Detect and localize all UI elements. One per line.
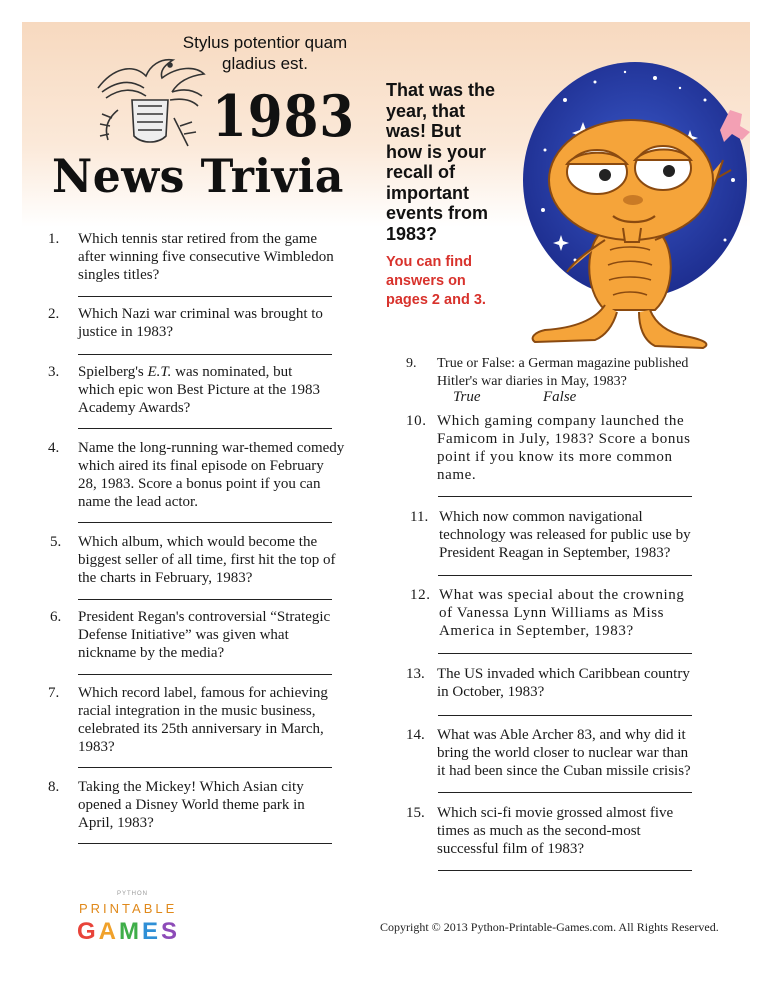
question-number: 1. xyxy=(48,231,60,247)
intro-line: important xyxy=(386,182,469,203)
question-11 xyxy=(410,508,740,562)
question-line: Hitler's war diaries in May, 1983? xyxy=(437,374,627,389)
question-text xyxy=(437,412,691,484)
question-1 xyxy=(48,230,368,284)
answer-line[interactable] xyxy=(78,428,332,429)
false-option[interactable]: False xyxy=(543,389,577,405)
question-line: Spielberg's E.T. was nominated, but xyxy=(78,364,293,380)
et-cartoon-icon xyxy=(505,60,757,350)
intro-line: recall of xyxy=(386,162,456,182)
question-number: 2. xyxy=(48,306,60,322)
answer-line[interactable] xyxy=(438,715,692,716)
question-text xyxy=(78,778,305,832)
question-line: biggest seller of all time, first hit the top of xyxy=(78,552,336,568)
logo-games-text xyxy=(77,918,180,946)
question-line: Which album, which would become the xyxy=(78,534,318,550)
intro-line: events from xyxy=(386,203,489,223)
question-number: 11. xyxy=(410,509,429,525)
page-title: News Trivia xyxy=(52,150,344,204)
question-line: in October, 1983? xyxy=(437,684,545,700)
question-text xyxy=(78,439,344,511)
intro-line: how is your xyxy=(386,141,487,162)
question-line: times as much as the second-most xyxy=(437,823,641,839)
question-line: nickname by the media? xyxy=(78,645,225,661)
logo-letter: G xyxy=(77,918,99,945)
logo-letter: S xyxy=(161,918,181,945)
question-line: What was special about the crowning xyxy=(439,587,685,603)
question-line: 1983? xyxy=(78,739,115,755)
question-line: President Regan's controversial “Strategic xyxy=(78,609,331,625)
question-number: 9. xyxy=(406,356,417,371)
question-14 xyxy=(406,726,746,780)
logo-letter: A xyxy=(98,918,120,945)
question-number: 8. xyxy=(48,779,60,795)
question-number: 6. xyxy=(50,609,62,625)
answer-line[interactable] xyxy=(78,522,332,523)
question-text xyxy=(78,608,330,662)
answer-line[interactable] xyxy=(78,843,332,844)
question-5 xyxy=(50,533,380,587)
question-text xyxy=(78,230,334,284)
intro-text xyxy=(386,80,516,244)
answers-line: You can find xyxy=(386,254,472,270)
answer-line[interactable] xyxy=(78,767,332,768)
question-line: racial integration in the music business, xyxy=(78,703,316,719)
question-line: Academy Awards? xyxy=(78,400,191,416)
question-3 xyxy=(48,363,368,417)
question-7 xyxy=(48,684,378,756)
question-line: successful film of 1983? xyxy=(437,841,585,857)
intro-line: year, that xyxy=(386,100,466,121)
question-10 xyxy=(406,412,746,484)
question-line: 28, 1983. Score a bonus point if you can xyxy=(78,476,321,492)
question-line: which epic won Best Picture at the 1983 xyxy=(78,382,321,398)
answer-line[interactable] xyxy=(78,599,332,600)
intro-line: That was the xyxy=(386,80,496,100)
question-line: singles titles? xyxy=(78,267,160,283)
question-line: justice in 1983? xyxy=(78,324,173,340)
question-text xyxy=(439,508,691,562)
question-line: after winning five consecutive Wimbledon xyxy=(78,249,334,265)
answer-line[interactable] xyxy=(438,575,692,576)
question-2 xyxy=(48,305,368,341)
question-line: What was Able Archer 83, and why did it xyxy=(437,727,686,743)
question-line: Taking the Mickey! Which Asian city xyxy=(78,779,304,795)
year-heading: 1983 xyxy=(212,82,356,150)
question-number: 4. xyxy=(48,440,60,456)
answers-note xyxy=(386,253,516,310)
true-option[interactable]: True xyxy=(453,389,481,405)
answer-line[interactable] xyxy=(438,792,692,793)
question-4 xyxy=(48,439,378,511)
question-line: which aired its final episode on February xyxy=(78,458,324,474)
question-line: Which now common navigational xyxy=(439,509,643,525)
question-text xyxy=(437,355,688,391)
question-8 xyxy=(48,778,378,832)
question-line: True or False: a German magazine published xyxy=(437,356,689,371)
question-line: celebrated its 25th anniversary in March, xyxy=(78,721,324,737)
question-12 xyxy=(410,586,750,640)
question-line: name. xyxy=(437,467,477,483)
question-number: 15. xyxy=(406,805,425,821)
logo-letter: M xyxy=(119,918,143,945)
intro-line: was! But xyxy=(386,121,462,141)
question-line: Which Nazi war criminal was brought to xyxy=(78,306,323,322)
question-6 xyxy=(50,608,380,662)
question-line: the charts in February, 1983? xyxy=(78,570,253,586)
question-number: 13. xyxy=(406,666,425,682)
question-number: 5. xyxy=(50,534,62,550)
question-text xyxy=(78,533,335,587)
question-line: of Vanessa Lynn Williams as Miss xyxy=(439,605,665,621)
question-text xyxy=(437,804,673,858)
question-line: The US invaded which Caribbean country xyxy=(437,666,690,682)
question-text xyxy=(78,305,323,341)
question-number: 3. xyxy=(48,364,60,380)
question-line: Which gaming company launched the xyxy=(437,413,685,429)
answers-line: pages 2 and 3. xyxy=(386,292,486,308)
question-number: 7. xyxy=(48,685,60,701)
eagle-icon xyxy=(88,48,208,153)
answer-line[interactable] xyxy=(78,354,332,355)
answers-line: answers on xyxy=(386,273,466,289)
answer-line[interactable] xyxy=(78,296,332,297)
question-line: technology was released for public use by xyxy=(439,527,691,543)
question-line: Which record label, famous for achieving xyxy=(78,685,328,701)
question-line: it had been since the Cuban missile crisis? xyxy=(437,763,691,779)
question-number: 14. xyxy=(406,727,425,743)
question-line: Defense Initiative” was given what xyxy=(78,627,289,643)
question-line: April, 1983? xyxy=(78,815,154,831)
question-15 xyxy=(406,804,746,858)
question-line: name the lead actor. xyxy=(78,494,198,510)
question-line: Which sci-fi movie grossed almost five xyxy=(437,805,674,821)
intro-line: 1983? xyxy=(386,223,438,244)
answer-line[interactable] xyxy=(438,870,692,871)
question-line: Famicom in July, 1983? Score a bonus xyxy=(437,431,691,447)
logo-printable-text: PRINTABLE xyxy=(79,901,178,916)
answer-line[interactable] xyxy=(438,653,692,654)
question-line: President Reagan in September, 1983? xyxy=(439,545,671,561)
answer-line[interactable] xyxy=(78,674,332,675)
question-text xyxy=(78,363,320,417)
question-line: opened a Disney World theme park in xyxy=(78,797,305,813)
question-number: 12. xyxy=(410,587,431,603)
question-text xyxy=(439,586,685,640)
answer-line[interactable] xyxy=(438,496,692,497)
question-line: point if you know its more common xyxy=(437,449,673,465)
copyright-text: Copyright © 2013 Python-Printable-Games.com. All Rights Reserved. xyxy=(380,920,719,934)
motto-line-2: gladius est. xyxy=(222,54,308,73)
motto-line-1: Stylus potentior quam xyxy=(182,33,348,52)
question-line: Which tennis star retired from the game xyxy=(78,231,318,247)
question-text xyxy=(437,726,691,780)
question-9 xyxy=(406,355,736,391)
logo-letter: E xyxy=(142,918,162,945)
question-text xyxy=(78,684,328,756)
question-13 xyxy=(406,665,746,701)
logo-python-text: PYTHON xyxy=(117,891,149,897)
question-line: Name the long-running war-themed comedy xyxy=(78,440,345,456)
question-line: America in September, 1983? xyxy=(439,623,634,639)
question-text xyxy=(437,665,690,701)
question-number: 10. xyxy=(406,413,427,429)
question-line: bring the world closer to nuclear war than xyxy=(437,745,689,761)
